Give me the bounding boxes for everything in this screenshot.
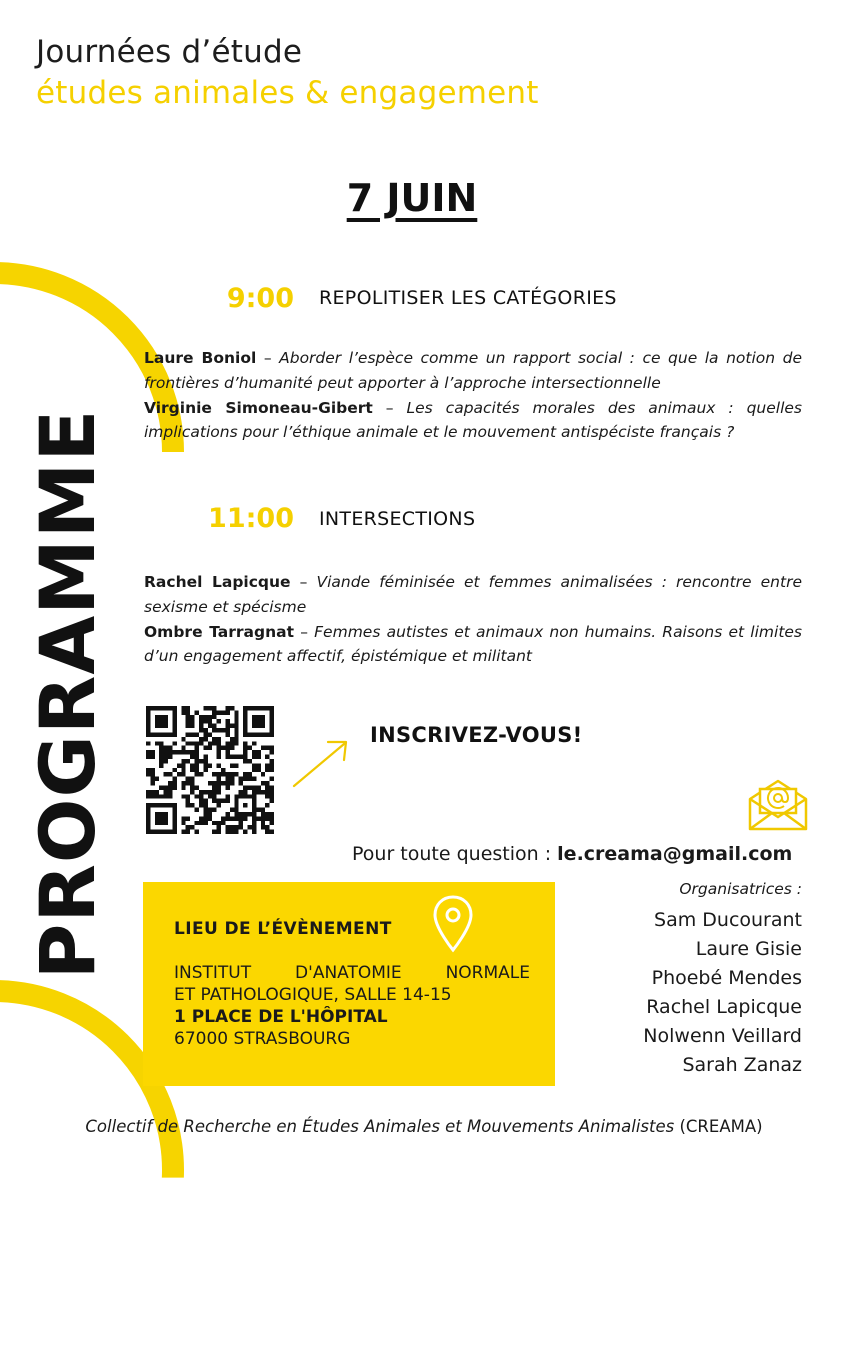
talk-title: Femmes autistes et animaux non humains. Raisons et limites d’un engagement affectif, épistémique et militant (144, 622, 803, 666)
talk (144, 346, 802, 396)
programme-side-label-wrapper (24, 398, 112, 990)
talk-separator: – (256, 349, 280, 367)
talk (144, 396, 802, 446)
talk-speaker: Laure Boniol (144, 349, 257, 367)
talk-separator: – (294, 622, 315, 641)
organisers-label: Organisatrices : (679, 880, 802, 898)
contact-email-link[interactable]: le.creama@gmail.com (557, 843, 793, 865)
contact-prefix: Pour toute question : (352, 843, 558, 865)
organiser-name: Sarah Zanaz (682, 1054, 802, 1076)
talk-title: Viande féminisée et femmes animalisées : rencontre entre sexisme et spécisme (144, 573, 802, 616)
location-pin-icon (431, 894, 475, 954)
venue-address (174, 962, 530, 1050)
talk-separator: – (372, 398, 407, 417)
qr-code-icon[interactable] (146, 706, 274, 834)
event-date: 7 JUIN (346, 176, 478, 220)
talk-speaker: Virginie Simoneau-Gibert (144, 398, 373, 417)
organiser-name: Nolwenn Veillard (643, 1025, 802, 1047)
footer-collective (0, 1117, 848, 1136)
talk-title: Aborder l’espèce comme un rapport social : ce que la notion de frontières d’humanité peut apporter à l’approche intersectionnelle (144, 349, 802, 392)
event-subtitle: études animales & engagement (36, 75, 539, 111)
organiser-name: Rachel Lapicque (646, 996, 802, 1018)
venue-heading: LIEU DE L’ÉVÈNEMENT (174, 919, 392, 939)
venue-city: 67000 STRASBOURG (174, 1029, 351, 1050)
organiser-name: Laure Gisie (695, 938, 802, 960)
mail-icon (746, 777, 810, 833)
session-time: 9:00 (226, 283, 294, 314)
collective-name: Collectif de Recherche en Études Animales et Mouvements Animalistes (85, 1117, 675, 1136)
session-talks (144, 570, 802, 669)
talk-speaker: Rachel Lapicque (144, 573, 291, 591)
talk-separator: – (290, 573, 317, 591)
session-talks (144, 346, 802, 445)
organisers-list (643, 906, 802, 1080)
venue-street: 1 PLACE DE L'HÔPITAL (174, 1007, 388, 1028)
register-link[interactable]: INSCRIVEZ-VOUS! (370, 723, 583, 747)
venue-box (143, 882, 555, 1086)
venue-line-2: ET PATHOLOGIQUE, SALLE 14-15 (174, 985, 452, 1006)
talk (144, 620, 802, 670)
collective-acronym: (CREAMA) (679, 1117, 763, 1136)
organiser-name: Sam Ducourant (654, 909, 802, 931)
session-title: REPOLITISER LES CATÉGORIES (319, 287, 617, 309)
talk-speaker: Ombre Tarragnat (144, 622, 295, 641)
programme-side-label: PROGRAMME (23, 408, 112, 980)
session-title: INTERSECTIONS (319, 508, 476, 530)
talk (144, 570, 802, 620)
venue-line-1: INSTITUT D'ANATOMIE NORMALE (174, 963, 530, 983)
organiser-name: Phoebé Mendes (651, 967, 802, 989)
contact-line (352, 843, 792, 865)
session-time: 11:00 (208, 503, 294, 534)
arrow-icon (288, 720, 368, 800)
qr-code-container[interactable] (126, 682, 298, 852)
talk-title: Les capacités morales des animaux : quelles implications pour l’éthique animale et le mouvement antispéciste français ? (144, 398, 803, 442)
event-title: Journées d’étude (36, 34, 303, 70)
